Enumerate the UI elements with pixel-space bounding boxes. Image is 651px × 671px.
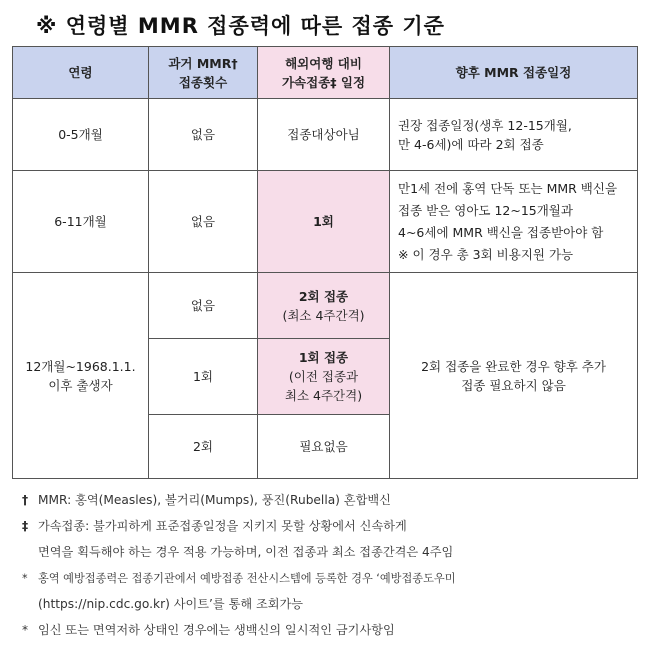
group-sub1-travel [258, 273, 390, 339]
footnote-dagger [22, 490, 456, 516]
footnote-text: 홍역 예방접종력은 접종기관에서 예방접종 전산시스템에 등록한 경우 ‘예방접종도우미 [38, 572, 456, 585]
footnote-text: MMR: 홍역(Measles), 볼거리(Mumps), 풍진(Rubella) 혼합백신 [38, 493, 391, 507]
group-future [390, 273, 638, 479]
row1-travel: 접종대상아님 [258, 99, 390, 171]
footnote-continuation [22, 594, 456, 620]
row2-future-line: 4~6세에 MMR 백신을 접종받아야 함 [398, 224, 604, 240]
row2-future-line: 만1세 전에 홍역 단독 또는 MMR 백신을 [398, 180, 618, 196]
row2-future [390, 171, 638, 273]
group-age [13, 273, 149, 479]
header-future-schedule [390, 47, 638, 99]
group-future-line2: 접종 필요하지 않음 [461, 377, 566, 393]
row2-future-line: 접종 받은 영아도 12~15개월과 [398, 202, 573, 218]
group-sub1-past: 없음 [149, 273, 258, 339]
footnote-double-dagger [22, 516, 456, 542]
header-travel-line1: 해외여행 대비 [285, 55, 362, 71]
group-sub2-past: 1회 [149, 339, 258, 415]
footnote-asterisk [22, 568, 456, 594]
header-past-doses [149, 47, 258, 99]
footnote-text: 면역을 획득해야 하는 경우 적용 가능하며, 이전 접종과 최소 접종간격은 4주임 [38, 545, 454, 559]
row2-future-line: ※ 이 경우 총 3회 비용지원 가능 [398, 246, 574, 262]
header-past-line2: 접종횟수 [178, 74, 228, 90]
footnote-continuation [22, 542, 456, 568]
footnote-text: 임신 또는 면역저하 상태인 경우에는 생백신의 일시적인 금기사항임 [38, 623, 395, 637]
group-sub3-past: 2회 [149, 415, 258, 479]
header-past-line1: 과거 MMR† [168, 55, 238, 71]
header-age [13, 47, 149, 99]
row1-future-line: 권장 접종일정(생후 12-15개월, [398, 117, 572, 133]
header-travel-line2: 가속접종‡ 일정 [281, 74, 366, 90]
table-row [13, 99, 638, 171]
row2-travel: 1회 [258, 171, 390, 273]
table-row [13, 171, 638, 273]
footnote-symbol: * [22, 623, 29, 637]
row1-past: 없음 [149, 99, 258, 171]
group-sub1-travel-line1: 2회 접종 [298, 288, 349, 304]
row2-past: 없음 [149, 171, 258, 273]
group-sub2-travel-line3: 최소 4주간격) [284, 388, 363, 403]
footnote-symbol: ‡ [22, 519, 29, 533]
footnote-symbol: † [22, 493, 29, 507]
footnote-symbol: * [22, 572, 28, 585]
table-row [13, 273, 638, 339]
header-travel-schedule [258, 47, 390, 99]
vaccination-schedule-table [12, 46, 638, 479]
row1-future-line: 만 4-6세)에 따라 2회 접종 [398, 136, 544, 152]
row1-age: 0-5개월 [13, 99, 149, 171]
group-sub2-travel [258, 339, 390, 415]
group-age-line2: 이후 출생자 [48, 377, 113, 393]
group-sub1-travel-line2: (최소 4주간격) [282, 307, 365, 323]
document-title: ※ 연령별 MMR 접종력에 따른 접종 기준 [36, 14, 445, 38]
header-future-label: 향후 MMR 접종일정 [455, 65, 572, 80]
group-future-line1: 2회 접종을 완료한 경우 향후 추가 [421, 358, 606, 374]
footnote-text: 가속접종: 불가피하게 표준접종일정을 지키지 못할 상황에서 신속하게 [38, 519, 407, 533]
footnote-text: (https://nip.cdc.go.kr) 사이트’를 통해 조회가능 [38, 597, 304, 611]
group-sub3-travel: 필요없음 [258, 415, 390, 479]
footnote-asterisk [22, 620, 456, 646]
row2-age: 6-11개월 [13, 171, 149, 273]
group-age-line1: 12개월~1968.1.1. [25, 358, 136, 374]
table-header-row [13, 47, 638, 99]
header-age-label: 연령 [68, 65, 93, 80]
footnotes [22, 490, 456, 646]
group-sub2-travel-line2: (이전 접종과 [288, 369, 359, 384]
row1-future [390, 99, 638, 171]
group-sub2-travel-line1: 1회 접종 [298, 350, 349, 365]
